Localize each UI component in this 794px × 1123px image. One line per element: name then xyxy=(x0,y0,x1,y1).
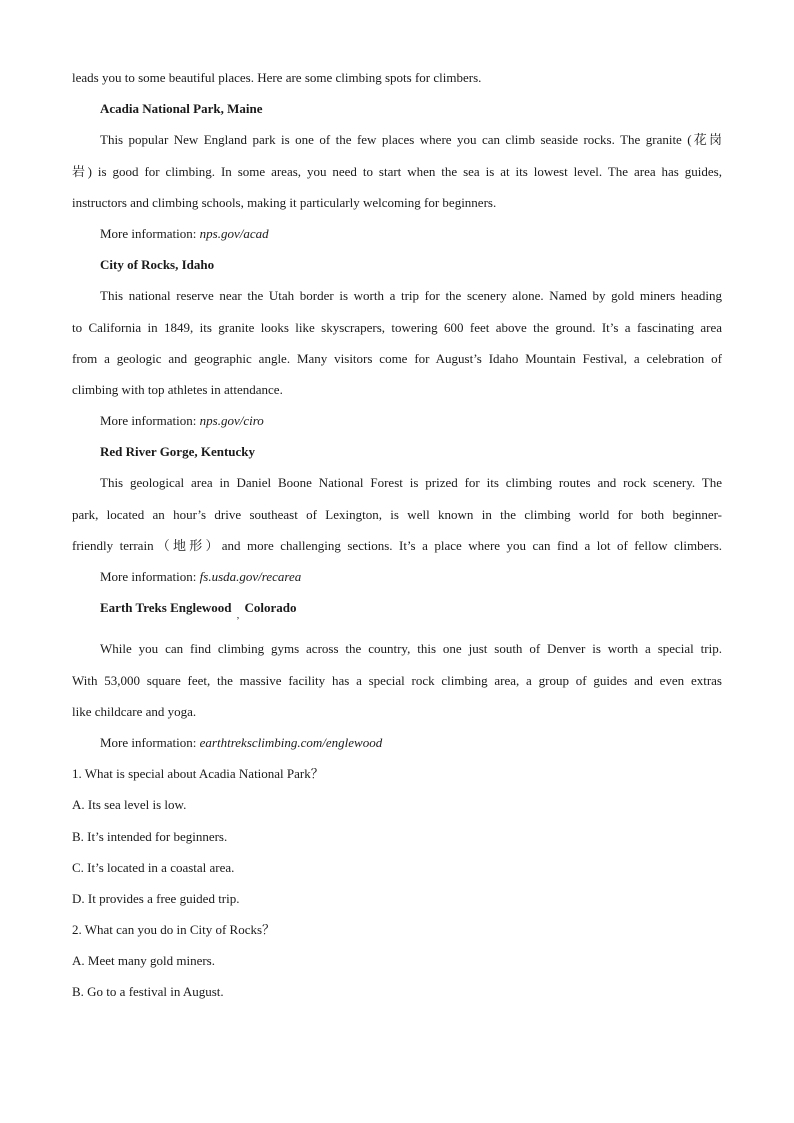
paragraph-line: from a geologic and geographic angle. Many visitors come for August’s Idaho Mountain Festival, a celebration of xyxy=(72,350,722,366)
paragraph-line: friendly terrain（地形）and more challenging sections. It’s a place where you can find a lot of fellow climbers. xyxy=(72,537,722,553)
question-stem-1: 1. What is special about Acadia National Park？ xyxy=(72,766,324,782)
more-info-label: More information: xyxy=(100,225,200,241)
document-page xyxy=(72,62,722,1008)
question-option: A. Its sea level is low. xyxy=(72,797,187,813)
paragraph-line: 岩) is good for climbing. In some areas, you need to start when the sea is at its lowest level. The area has guides, xyxy=(72,163,722,179)
question-stem-2: 2. What can you do in City of Rocks？ xyxy=(72,922,276,938)
question-option: A. Meet many gold miners. xyxy=(72,953,215,969)
spot-heading-part1: Earth Treks Englewood xyxy=(100,600,232,616)
question-option: B. Go to a festival in August. xyxy=(72,984,224,1000)
spot-heading-red-river-gorge: Red River Gorge, Kentucky xyxy=(100,444,256,460)
more-info-url: earthtreksclimbing.com/englewood xyxy=(199,734,383,750)
question-option: D. It provides a free guided trip. xyxy=(72,890,240,906)
spot-heading-acadia: Acadia National Park, Maine xyxy=(100,101,263,117)
paragraph-line: instructors and climbing schools, making it particularly welcoming for beginners. xyxy=(72,194,497,210)
paragraph-line: to California in 1849, its granite looks like skyscrapers, towering 600 feet above the ground. It’s a fascinating area xyxy=(72,319,722,335)
more-info-acadia xyxy=(72,218,722,249)
heading-separator: , xyxy=(236,610,240,622)
more-info-url: nps.gov/acad xyxy=(199,225,269,241)
more-info-earth-treks xyxy=(72,727,722,758)
spot-heading-earth-treks xyxy=(72,592,722,623)
spot-heading-city-of-rocks: City of Rocks, Idaho xyxy=(100,257,215,273)
paragraph-line: like childcare and yoga. xyxy=(72,703,197,719)
paragraph-line: This popular New England park is one of the few places where you can climb seaside rocks. The granite (花岗 xyxy=(100,132,722,148)
intro-line: leads you to some beautiful places. Here are some climbing spots for climbers. xyxy=(72,70,482,85)
paragraph-line: With 53,000 square feet, the massive facility has a special rock climbing area, a group of guides and even extras xyxy=(72,672,722,688)
paragraph-line: While you can find climbing gyms across the country, this one just south of Denver is worth a special trip. xyxy=(100,641,722,657)
more-info-label: More information: xyxy=(100,734,200,750)
question-option: B. It’s intended for beginners. xyxy=(72,828,228,844)
more-info-city-of-rocks xyxy=(72,405,722,436)
paragraph-line: park, located an hour’s drive southeast of Lexington, is well known in the climbing world for both beginner- xyxy=(72,506,722,522)
spot-heading-part2: Colorado xyxy=(244,600,297,616)
paragraph-line: This geological area in Daniel Boone National Forest is prized for its climbing routes and rock scenery. The xyxy=(100,475,722,491)
more-info-red-river-gorge xyxy=(72,561,722,592)
paragraph-line: climbing with top athletes in attendance. xyxy=(72,381,283,397)
more-info-label: More information: xyxy=(100,413,200,429)
spacer xyxy=(72,623,722,633)
more-info-url: fs.usda.gov/recarea xyxy=(199,569,302,584)
question-option: C. It’s located in a coastal area. xyxy=(72,859,235,875)
more-info-label: More information: xyxy=(100,569,200,584)
more-info-url: nps.gov/ciro xyxy=(199,413,264,429)
paragraph-line: This national reserve near the Utah border is worth a trip for the scenery alone. Named by gold miners heading xyxy=(100,288,722,304)
